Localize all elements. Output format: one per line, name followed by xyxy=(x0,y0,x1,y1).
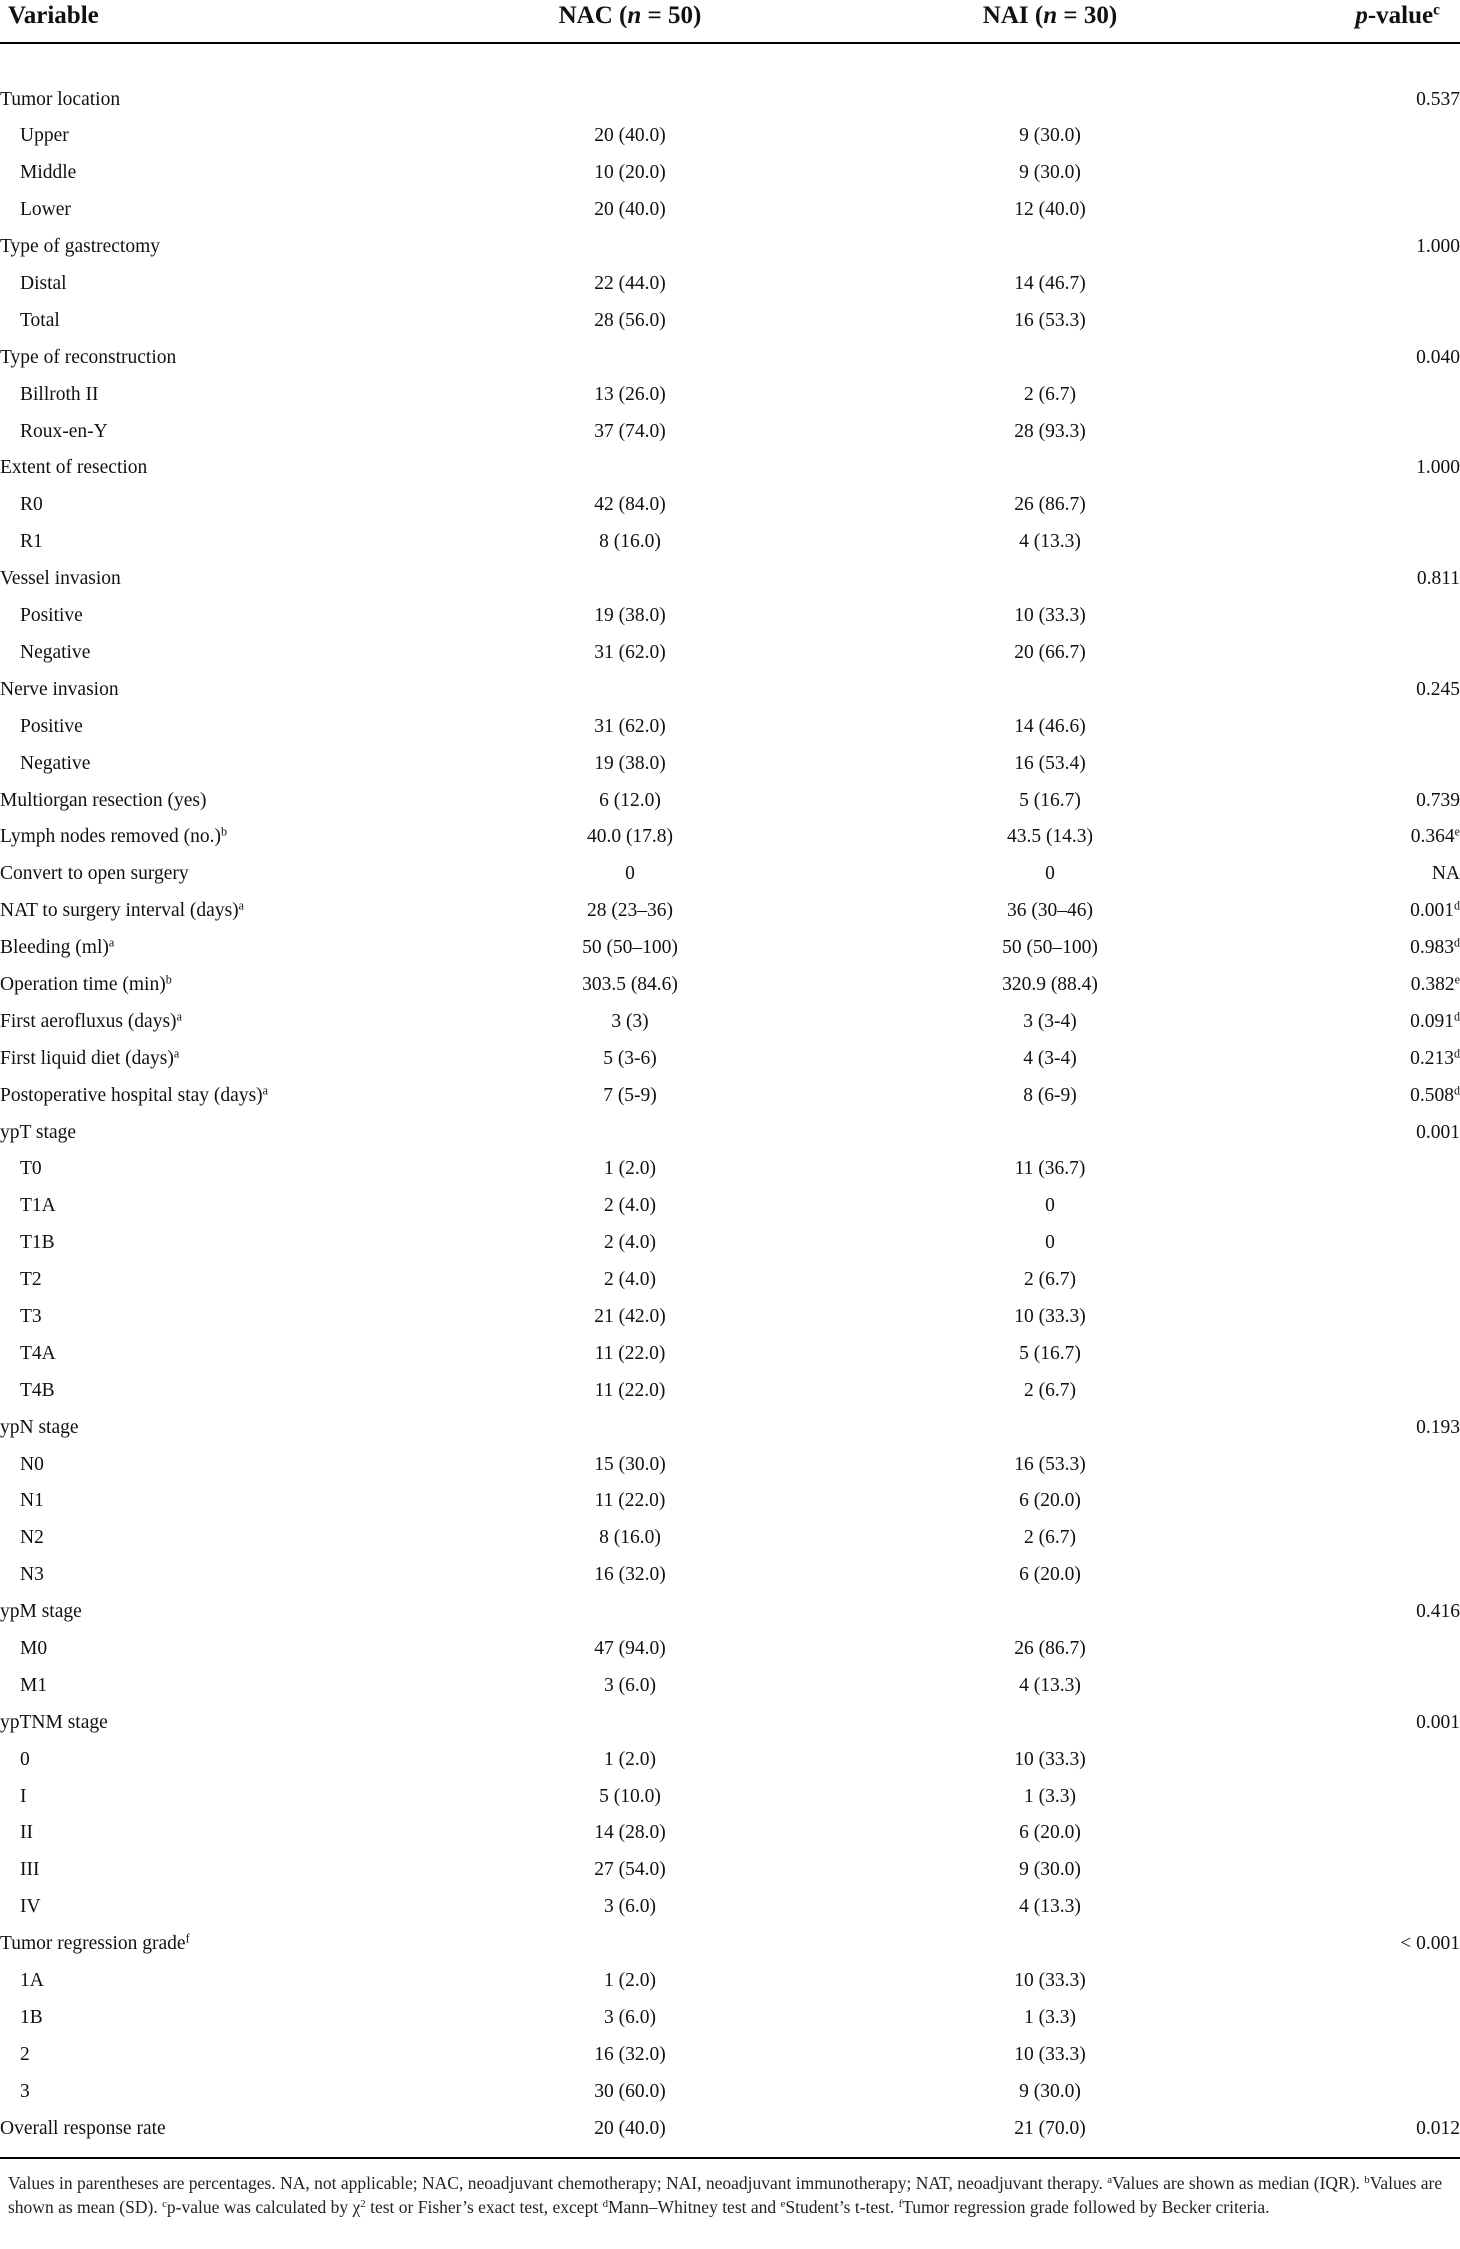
table-footnote: Values in parentheses are percentages. NA, not applicable; NAC, neoadjuvant chemotherapy; NAI, neoadjuvant immunotherapy; NAT, neoadjuvant therapy. $^a$Values are shown as median (IQR). $^b$Values are shown as mean (SD). $^c$p-value was calculated by $\chi^2$ test or Fisher’s exact test, except $^d$Mann–Whitney test and $^e$Student’s t-test. $^f$Tumor regression grade followed by Becker criteria. xyxy=(0,2157,1460,2219)
cell-p-value xyxy=(1260,1151,1460,1188)
cell-nac: 37 (74.0) xyxy=(594,420,666,442)
cell-nac: 11 (22.0) xyxy=(594,1342,666,1364)
table-row xyxy=(0,487,1460,524)
cell-p-value xyxy=(1260,1962,1460,1999)
cell-nai: 11 (36.7) xyxy=(1014,1158,1086,1180)
cell-variable: Type of gastrectomy xyxy=(0,236,160,258)
cell-variable: 3 xyxy=(20,2080,30,2102)
cell-nac: 20 (40.0) xyxy=(594,2117,666,2139)
table-row xyxy=(0,745,1460,782)
cell-p-value xyxy=(1260,745,1460,782)
cell-nac xyxy=(420,81,840,118)
table-row xyxy=(0,376,1460,413)
table-row xyxy=(0,155,1460,192)
cell-nai: 6 (20.0) xyxy=(1019,1490,1081,1512)
cell-variable: Operation time $(\min)^b$ xyxy=(0,972,172,995)
cell-nac: 11 (22.0) xyxy=(594,1379,666,1401)
cell-p-value xyxy=(1260,1298,1460,1335)
cell-nai: 21 (70.0) xyxy=(1014,2117,1086,2139)
cell-nac: 3 (3) xyxy=(611,1010,649,1032)
header-variable: Variable xyxy=(8,2,99,29)
cell-variable: ypT stage xyxy=(0,1121,77,1143)
cell-nai: 9 (30.0) xyxy=(1019,125,1081,147)
cell-nai xyxy=(840,1114,1260,1151)
cell-p-value: 0.416 xyxy=(1416,1601,1460,1623)
table-row xyxy=(0,1298,1460,1335)
table-row xyxy=(0,413,1460,450)
cell-p-value xyxy=(1260,192,1460,229)
cell-nac: 6 (12.0) xyxy=(599,789,661,811)
cell-variable: Vessel invasion xyxy=(0,568,121,590)
cell-variable: First liquid diet (days)$^a$ xyxy=(0,1046,180,1069)
cell-nac: 40.0 (17.8) xyxy=(586,826,674,848)
cell-variable: ypN stage xyxy=(0,1416,79,1438)
cell-p-value xyxy=(1260,1225,1460,1262)
cell-nac: 31 (62.0) xyxy=(594,641,666,663)
cell-nai: 10 (33.3) xyxy=(1014,2043,1086,2065)
cell-nac xyxy=(420,1704,840,1741)
cell-nai: 14 (46.6) xyxy=(1014,715,1086,737)
table-row xyxy=(0,966,1460,1003)
cell-nai: 2 (6.7) xyxy=(1024,1527,1076,1549)
cell-nai: 50 (50–100) xyxy=(1002,937,1098,959)
cell-p-value xyxy=(1260,118,1460,155)
cell-nac: 8 (16.0) xyxy=(599,1527,661,1549)
cell-nac: 19 (38.0) xyxy=(594,605,666,627)
table-row xyxy=(0,1925,1460,1962)
cell-nac: 16 (32.0) xyxy=(594,2043,666,2065)
cell-p-value: 1.000 xyxy=(1416,457,1460,479)
cell-nai: 0 xyxy=(1045,1195,1055,1217)
cell-nai: 1 (3.3) xyxy=(1024,1785,1076,1807)
cell-p-value xyxy=(1260,376,1460,413)
cell-p-value xyxy=(1260,1778,1460,1815)
table-row xyxy=(0,597,1460,634)
cell-nai: 0 xyxy=(1045,1232,1055,1254)
table-row xyxy=(0,1667,1460,1704)
cell-nai xyxy=(840,228,1260,265)
cell-variable: NAT to surgery interval (days)$^a$ xyxy=(0,898,245,922)
cell-p-value xyxy=(1260,634,1460,671)
cell-p-value: 0.245 xyxy=(1416,678,1460,700)
cell-p-value: 0.012 xyxy=(1416,2117,1460,2139)
cell-variable: Postoperative hospital stay (days)$^a$ xyxy=(0,1082,269,1106)
cell-variable: N2 xyxy=(20,1527,44,1549)
cell-nac xyxy=(420,671,840,708)
cell-variable: First aerofluxus (days)$^a$ xyxy=(0,1009,182,1032)
cell-nac: 16 (32.0) xyxy=(594,1564,666,1586)
cell-nac: 47 (94.0) xyxy=(594,1637,666,1659)
cell-p-value: 0.811 xyxy=(1416,568,1460,590)
cell-nac xyxy=(420,228,840,265)
cell-variable: IV xyxy=(20,1896,41,1918)
cell-nac: 21 (42.0) xyxy=(594,1305,666,1327)
cell-nac: 0 xyxy=(625,863,635,885)
cell-variable: I xyxy=(20,1785,27,1807)
cell-nai: 16 (53.3) xyxy=(1014,1453,1086,1475)
cell-variable: 1A xyxy=(20,1970,44,1991)
cell-p-value xyxy=(1260,487,1460,524)
cell-nai: 4 (3-4) xyxy=(1023,1047,1077,1069)
table-row xyxy=(0,560,1460,597)
cell-nai: 20 (66.7) xyxy=(1014,641,1086,663)
cell-p-value xyxy=(1260,1520,1460,1557)
cell-nai: 4 (13.3) xyxy=(1019,1896,1081,1918)
cell-nai: 10 (33.3) xyxy=(1014,1748,1086,1770)
cell-nac: 2 (4.0) xyxy=(604,1232,656,1254)
cell-nac: 30 (60.0) xyxy=(594,2080,666,2102)
cell-variable: Roux-en-Y xyxy=(20,420,108,442)
cell-nac: 20 (40.0) xyxy=(594,199,666,221)
cell-variable: 2 xyxy=(20,2043,30,2065)
header-nai: NAI (n = 30) xyxy=(982,2,1118,29)
cell-nai: 9 (30.0) xyxy=(1019,162,1081,184)
cell-variable: Bleeding (ml)$^a$ xyxy=(0,935,115,959)
table-row xyxy=(0,524,1460,561)
cell-variable: T1B xyxy=(20,1232,55,1254)
cell-variable: N1 xyxy=(20,1490,44,1512)
table-row xyxy=(0,856,1460,893)
cell-p-value: NA xyxy=(1431,863,1460,885)
cell-nac: 7 (5-9) xyxy=(603,1084,657,1106)
cell-nai: 6 (20.0) xyxy=(1019,1822,1081,1844)
table-row xyxy=(0,929,1460,966)
cell-p-value: 0.001$^d$ xyxy=(1410,898,1460,922)
table-row xyxy=(0,1003,1460,1040)
cell-p-value xyxy=(1260,2036,1460,2073)
table-row xyxy=(0,1151,1460,1188)
cell-variable: Negative xyxy=(20,641,91,663)
cell-nac: 2 (4.0) xyxy=(604,1195,656,1217)
cell-p-value xyxy=(1260,2073,1460,2110)
cell-variable: ypTNM stage xyxy=(0,1711,108,1733)
cell-nac: 5 (10.0) xyxy=(599,1785,661,1807)
cell-nai: 36 (30–46) xyxy=(1006,900,1094,922)
table-row xyxy=(0,671,1460,708)
cell-p-value xyxy=(1260,1261,1460,1298)
cell-nai: 6 (20.0) xyxy=(1019,1564,1081,1586)
cell-nai xyxy=(840,1704,1260,1741)
cell-p-value xyxy=(1260,1446,1460,1483)
table-row xyxy=(0,339,1460,376)
cell-p-value: 0.193 xyxy=(1416,1416,1460,1438)
table-row xyxy=(0,1261,1460,1298)
cell-variable: T1A xyxy=(20,1195,56,1217)
cell-nai: 2 (6.7) xyxy=(1024,1269,1076,1291)
cell-p-value xyxy=(1260,1852,1460,1889)
cell-variable: R1 xyxy=(20,531,43,553)
cell-variable: Upper xyxy=(20,125,69,147)
cell-variable: Negative xyxy=(20,752,91,774)
cell-nai: 4 (13.3) xyxy=(1019,531,1081,553)
cell-nac: 11 (22.0) xyxy=(594,1490,666,1512)
cell-nac xyxy=(420,1409,840,1446)
cell-nac xyxy=(420,1593,840,1630)
table-row xyxy=(0,1630,1460,1667)
header-p-value: p-value$^c$ xyxy=(1355,1,1440,29)
cell-variable: Positive xyxy=(20,715,83,737)
cell-nac xyxy=(420,1114,840,1151)
cell-p-value xyxy=(1260,708,1460,745)
cell-nai: 320.9 (88.4) xyxy=(1002,973,1098,995)
cell-nac: 27 (54.0) xyxy=(594,1859,666,1881)
cell-p-value: 0.508$^d$ xyxy=(1410,1082,1460,1106)
cell-p-value: 1.000 xyxy=(1416,236,1460,258)
cell-nai: 16 (53.4) xyxy=(1014,752,1086,774)
table-row xyxy=(0,1741,1460,1778)
cell-nac: 15 (30.0) xyxy=(594,1453,666,1475)
table-row xyxy=(0,81,1460,118)
cell-p-value xyxy=(1260,155,1460,192)
table-row xyxy=(0,192,1460,229)
table-row xyxy=(0,1335,1460,1372)
table-row xyxy=(0,1557,1460,1594)
table-row xyxy=(0,782,1460,819)
cell-p-value: 0.213$^d$ xyxy=(1410,1046,1460,1069)
table-row xyxy=(0,819,1460,856)
table-row xyxy=(0,1962,1460,1999)
cell-p-value xyxy=(1260,1741,1460,1778)
cell-nai xyxy=(840,1593,1260,1630)
cell-nac: 28 (56.0) xyxy=(594,309,666,331)
cell-nac: 5 (3-6) xyxy=(603,1047,657,1069)
cell-p-value xyxy=(1260,597,1460,634)
cell-variable: II xyxy=(20,1822,33,1844)
cell-nai xyxy=(840,1925,1260,1962)
cell-p-value: 0.382e xyxy=(1410,972,1460,995)
table-row xyxy=(0,892,1460,929)
cell-nai xyxy=(840,671,1260,708)
cell-p-value xyxy=(1260,265,1460,302)
cell-nac: 42 (84.0) xyxy=(594,494,666,516)
cell-variable: III xyxy=(20,1859,40,1881)
table-row xyxy=(0,265,1460,302)
cell-variable: M0 xyxy=(20,1637,48,1659)
table-row xyxy=(0,118,1460,155)
cell-nai xyxy=(840,339,1260,376)
cell-variable: T4B xyxy=(20,1379,55,1401)
cell-nai: 0 xyxy=(1045,863,1055,885)
cell-nai: 14 (46.7) xyxy=(1014,273,1086,295)
table-row xyxy=(0,1483,1460,1520)
cell-variable: Nerve invasion xyxy=(0,678,119,700)
cell-p-value xyxy=(1260,413,1460,450)
cell-variable: Tumor regression grade$^f$ xyxy=(0,1931,190,1955)
cell-nai: 4 (13.3) xyxy=(1019,1674,1081,1696)
cell-nac: 3 (6.0) xyxy=(604,2006,656,2028)
cell-p-value xyxy=(1260,1999,1460,2036)
cell-nac: 1 (2.0) xyxy=(604,1158,656,1180)
table-row xyxy=(0,450,1460,487)
cell-p-value xyxy=(1260,1188,1460,1225)
cell-nac: 14 (28.0) xyxy=(594,1822,666,1844)
cell-nac: 28 (23–36) xyxy=(586,900,674,922)
cell-p-value: 0.364e xyxy=(1410,824,1460,848)
cell-p-value xyxy=(1260,1630,1460,1667)
cell-nai: 5 (16.7) xyxy=(1019,789,1081,811)
cell-nac: 303.5 (84.6) xyxy=(582,973,678,995)
cell-nai: 3 (3-4) xyxy=(1023,1010,1077,1032)
cell-nai: 28 (93.3) xyxy=(1014,420,1086,442)
table-row xyxy=(0,634,1460,671)
cell-nai xyxy=(840,1409,1260,1446)
cell-variable: R0 xyxy=(20,494,43,516)
cell-p-value xyxy=(1260,1372,1460,1409)
cell-variable: T3 xyxy=(20,1305,42,1327)
cell-nac: 22 (44.0) xyxy=(594,273,666,295)
cell-variable: N0 xyxy=(20,1453,44,1475)
cell-nac: 2 (4.0) xyxy=(604,1269,656,1291)
cell-nac xyxy=(420,450,840,487)
table-row xyxy=(0,1889,1460,1926)
cell-nai: 9 (30.0) xyxy=(1019,1859,1081,1881)
cell-nai: 1 (3.3) xyxy=(1024,2006,1076,2028)
cell-variable: Tumor location xyxy=(0,88,121,110)
cell-p-value: 0.001 xyxy=(1416,1711,1460,1733)
cell-nai: 8 (6-9) xyxy=(1023,1084,1077,1106)
cell-nac: 1 (2.0) xyxy=(604,1748,656,1770)
table-row xyxy=(0,302,1460,339)
cell-nai: 26 (86.7) xyxy=(1014,494,1086,516)
table-row xyxy=(0,1852,1460,1889)
cell-variable: Overall response rate xyxy=(0,2117,166,2139)
cell-nai: 10 (33.3) xyxy=(1014,1305,1086,1327)
cell-variable: Lower xyxy=(20,199,71,221)
cell-nac: 3 (6.0) xyxy=(604,1674,656,1696)
cell-nac xyxy=(420,1925,840,1962)
cell-p-value xyxy=(1260,1335,1460,1372)
cell-nac: 19 (38.0) xyxy=(594,752,666,774)
cell-nai: 9 (30.0) xyxy=(1019,2080,1081,2102)
cell-nac xyxy=(420,560,840,597)
cell-variable: T4A xyxy=(20,1342,56,1364)
cell-nac: 31 (62.0) xyxy=(594,715,666,737)
cell-variable: Convert to open surgery xyxy=(0,863,189,885)
cell-variable: Extent of resection xyxy=(0,457,148,479)
cell-variable: T2 xyxy=(20,1269,42,1291)
cell-p-value xyxy=(1260,1889,1460,1926)
cell-variable: Lymph nodes removed $(no.)^b$ xyxy=(0,824,228,848)
cell-nac: 10 (20.0) xyxy=(594,162,666,184)
cell-p-value xyxy=(1260,302,1460,339)
cell-variable: ypM stage xyxy=(0,1601,82,1623)
table-row xyxy=(0,1446,1460,1483)
cell-nac: 50 (50–100) xyxy=(582,937,678,959)
table-row xyxy=(0,708,1460,745)
table-row xyxy=(0,1815,1460,1852)
cell-variable: M1 xyxy=(20,1674,48,1696)
table-row xyxy=(0,1593,1460,1630)
cell-variable: Positive xyxy=(20,605,83,627)
cell-nai: 43.5 (14.3) xyxy=(1006,826,1094,848)
cell-nai: 10 (33.3) xyxy=(1014,605,1086,627)
table-row xyxy=(0,1409,1460,1446)
cell-nai: 2 (6.7) xyxy=(1024,1379,1076,1401)
table-row xyxy=(0,1114,1460,1151)
table-row xyxy=(0,1372,1460,1409)
cell-p-value: 0.983$^d$ xyxy=(1410,935,1460,959)
table-row xyxy=(0,2073,1460,2110)
table-row xyxy=(0,2110,1460,2147)
cell-variable: Multiorgan resection (yes) xyxy=(0,789,207,811)
cell-nac: 13 (26.0) xyxy=(594,383,666,405)
cell-nai: 10 (33.3) xyxy=(1014,1970,1086,1991)
cell-nac xyxy=(420,339,840,376)
cell-p-value xyxy=(1260,1557,1460,1594)
table-row xyxy=(0,1704,1460,1741)
table-row xyxy=(0,2036,1460,2073)
table-row xyxy=(0,1520,1460,1557)
cell-variable: Billroth II xyxy=(20,383,99,405)
cell-nai: 5 (16.7) xyxy=(1019,1342,1081,1364)
cell-p-value: 0.537 xyxy=(1416,88,1460,110)
table-header-row xyxy=(0,0,1460,43)
cell-nac: 8 (16.0) xyxy=(599,531,661,553)
table-row xyxy=(0,1188,1460,1225)
cell-nac: 1 (2.0) xyxy=(604,1970,656,1991)
cell-nai xyxy=(840,450,1260,487)
table-row xyxy=(0,1225,1460,1262)
cell-nai: 12 (40.0) xyxy=(1014,199,1086,221)
cell-p-value: 0.040 xyxy=(1416,346,1460,368)
table-body xyxy=(0,43,1460,2147)
cell-nac: 3 (6.0) xyxy=(604,1896,656,1918)
cell-variable: N3 xyxy=(20,1564,44,1586)
cell-nai xyxy=(840,81,1260,118)
table-row xyxy=(0,1040,1460,1077)
cell-variable: T0 xyxy=(20,1158,42,1180)
header-nac: NAC (n = 50) xyxy=(558,2,702,29)
cell-nai xyxy=(840,560,1260,597)
cell-p-value: 0.001 xyxy=(1416,1121,1460,1143)
cell-nai: 16 (53.3) xyxy=(1014,309,1086,331)
cell-nai: 2 (6.7) xyxy=(1024,383,1076,405)
cell-p-value xyxy=(1260,1667,1460,1704)
table-row xyxy=(0,1999,1460,2036)
cell-variable: Type of reconstruction xyxy=(0,346,177,368)
cell-p-value xyxy=(1260,1815,1460,1852)
cell-p-value xyxy=(1260,1483,1460,1520)
cell-variable: 1B xyxy=(20,2006,43,2028)
cell-variable: 0 xyxy=(20,1748,30,1770)
table-row xyxy=(0,1778,1460,1815)
cell-p-value: < 0.001 xyxy=(1400,1933,1460,1955)
cell-p-value: 0.091$^d$ xyxy=(1410,1009,1460,1032)
cell-nai: 26 (86.7) xyxy=(1014,1637,1086,1659)
cell-variable: Middle xyxy=(20,162,77,184)
cell-variable: Total xyxy=(20,309,60,331)
cell-p-value xyxy=(1260,524,1460,561)
cell-nac: 20 (40.0) xyxy=(594,125,666,147)
table-row xyxy=(0,1077,1460,1114)
header-spacer xyxy=(0,43,1460,81)
cell-p-value: 0.739 xyxy=(1416,789,1460,811)
cell-variable: Distal xyxy=(20,273,67,295)
table-row xyxy=(0,228,1460,265)
